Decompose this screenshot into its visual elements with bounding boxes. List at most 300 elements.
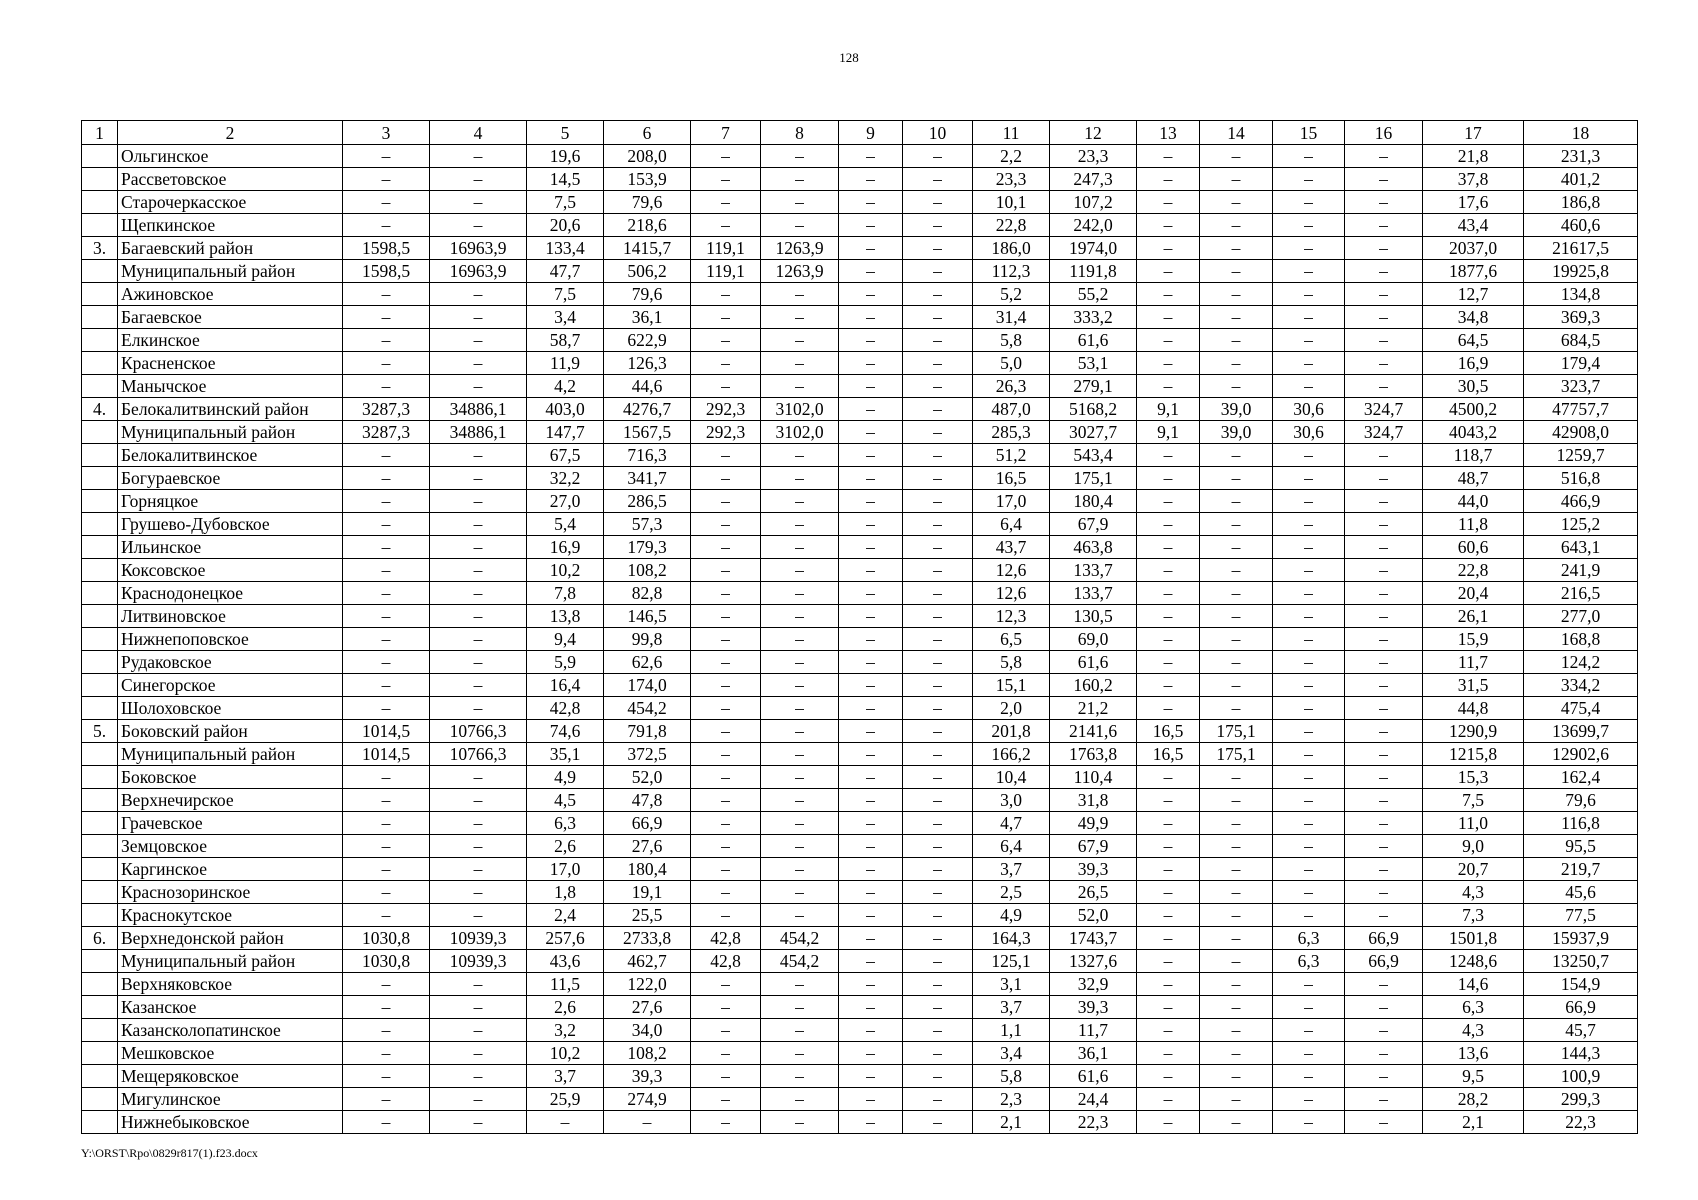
value-cell: 39,0: [1200, 398, 1273, 421]
value-cell: –: [1137, 1042, 1200, 1065]
value-cell: –: [761, 513, 839, 536]
value-cell: 475,4: [1524, 697, 1638, 720]
value-cell: –: [1200, 444, 1273, 467]
value-cell: –: [1200, 237, 1273, 260]
value-cell: –: [839, 1088, 903, 1111]
table-row: [82, 329, 1638, 352]
value-cell: –: [839, 881, 903, 904]
value-cell: –: [343, 858, 430, 881]
value-cell: 3027,7: [1050, 421, 1137, 444]
value-cell: –: [343, 490, 430, 513]
value-cell: –: [1273, 743, 1345, 766]
value-cell: –: [903, 352, 973, 375]
value-cell: 247,3: [1050, 168, 1137, 191]
value-cell: –: [1137, 835, 1200, 858]
value-cell: –: [1273, 1042, 1345, 1065]
value-cell: 6,4: [973, 513, 1050, 536]
value-cell: 1,1: [973, 1019, 1050, 1042]
table-row: [82, 1111, 1638, 1134]
value-cell: –: [1273, 329, 1345, 352]
row-number-cell: [82, 996, 118, 1019]
value-cell: –: [1200, 536, 1273, 559]
value-cell: –: [839, 168, 903, 191]
row-number-cell: [82, 1111, 118, 1134]
value-cell: 3,1: [973, 973, 1050, 996]
value-cell: 1327,6: [1050, 950, 1137, 973]
table-row: [82, 904, 1638, 927]
value-cell: 274,9: [604, 1088, 691, 1111]
value-cell: 10,4: [973, 766, 1050, 789]
value-cell: 21,8: [1423, 145, 1524, 168]
territory-name-cell: Белокалитвинский район: [118, 398, 343, 421]
value-cell: –: [1345, 789, 1423, 812]
value-cell: –: [761, 1111, 839, 1134]
value-cell: 19,1: [604, 881, 691, 904]
value-cell: –: [761, 582, 839, 605]
value-cell: –: [1273, 1111, 1345, 1134]
value-cell: –: [1273, 1019, 1345, 1042]
value-cell: 1974,0: [1050, 237, 1137, 260]
value-cell: 9,0: [1423, 835, 1524, 858]
value-cell: –: [430, 329, 527, 352]
value-cell: –: [1345, 1019, 1423, 1042]
value-cell: –: [1137, 858, 1200, 881]
territory-name-cell: Красненское: [118, 352, 343, 375]
territory-name-cell: Богураевское: [118, 467, 343, 490]
value-cell: –: [1200, 513, 1273, 536]
value-cell: –: [691, 1111, 761, 1134]
value-cell: 622,9: [604, 329, 691, 352]
value-cell: –: [761, 812, 839, 835]
value-cell: 34886,1: [430, 398, 527, 421]
value-cell: –: [343, 766, 430, 789]
value-cell: 11,7: [1050, 1019, 1137, 1042]
value-cell: –: [691, 536, 761, 559]
value-cell: 24,4: [1050, 1088, 1137, 1111]
value-cell: –: [1273, 1065, 1345, 1088]
table-row: [82, 927, 1638, 950]
value-cell: –: [761, 559, 839, 582]
table-row: [82, 375, 1638, 398]
value-cell: 35,1: [527, 743, 604, 766]
value-cell: –: [903, 904, 973, 927]
value-cell: –: [1345, 352, 1423, 375]
value-cell: 166,2: [973, 743, 1050, 766]
territory-name-cell: Шолоховское: [118, 697, 343, 720]
value-cell: 42,8: [527, 697, 604, 720]
value-cell: –: [1137, 996, 1200, 1019]
value-cell: 17,6: [1423, 191, 1524, 214]
value-cell: 31,4: [973, 306, 1050, 329]
value-cell: 10939,3: [430, 927, 527, 950]
value-cell: –: [343, 835, 430, 858]
value-cell: 12902,6: [1524, 743, 1638, 766]
territory-name-cell: Рудаковское: [118, 651, 343, 674]
value-cell: –: [430, 881, 527, 904]
row-number-cell: [82, 352, 118, 375]
value-cell: –: [903, 237, 973, 260]
value-cell: –: [691, 674, 761, 697]
value-cell: 44,0: [1423, 490, 1524, 513]
value-cell: 216,5: [1524, 582, 1638, 605]
value-cell: –: [1273, 766, 1345, 789]
value-cell: 1877,6: [1423, 260, 1524, 283]
value-cell: 292,3: [691, 398, 761, 421]
row-number-cell: [82, 559, 118, 582]
row-number-cell: [82, 214, 118, 237]
value-cell: –: [761, 1019, 839, 1042]
value-cell: –: [343, 1088, 430, 1111]
column-number-cell: 18: [1524, 121, 1638, 145]
value-cell: –: [430, 467, 527, 490]
value-cell: –: [430, 582, 527, 605]
value-cell: 62,6: [604, 651, 691, 674]
table-row: [82, 697, 1638, 720]
value-cell: –: [1273, 283, 1345, 306]
value-cell: –: [1273, 191, 1345, 214]
value-cell: –: [1273, 559, 1345, 582]
value-cell: –: [691, 444, 761, 467]
value-cell: 5,8: [973, 1065, 1050, 1088]
value-cell: –: [1200, 835, 1273, 858]
value-cell: 25,5: [604, 904, 691, 927]
table-row: [82, 1019, 1638, 1042]
value-cell: –: [1200, 651, 1273, 674]
value-cell: –: [1273, 214, 1345, 237]
value-cell: –: [1345, 996, 1423, 1019]
value-cell: –: [691, 651, 761, 674]
table-row: [82, 628, 1638, 651]
value-cell: –: [691, 145, 761, 168]
value-cell: –: [1345, 973, 1423, 996]
value-cell: –: [903, 973, 973, 996]
value-cell: –: [430, 513, 527, 536]
value-cell: 82,8: [604, 582, 691, 605]
row-number-cell: [82, 812, 118, 835]
value-cell: –: [1137, 237, 1200, 260]
territory-name-cell: Краснокутское: [118, 904, 343, 927]
value-cell: –: [1345, 858, 1423, 881]
value-cell: –: [1345, 766, 1423, 789]
value-cell: –: [691, 605, 761, 628]
value-cell: –: [839, 375, 903, 398]
value-cell: –: [839, 214, 903, 237]
value-cell: –: [839, 858, 903, 881]
value-cell: 26,3: [973, 375, 1050, 398]
value-cell: –: [903, 398, 973, 421]
value-cell: –: [1200, 697, 1273, 720]
value-cell: –: [1200, 1019, 1273, 1042]
value-cell: 3,7: [527, 1065, 604, 1088]
value-cell: –: [761, 214, 839, 237]
value-cell: 11,0: [1423, 812, 1524, 835]
value-cell: –: [903, 996, 973, 1019]
value-cell: –: [903, 605, 973, 628]
table-row: [82, 651, 1638, 674]
territory-name-cell: Рассветовское: [118, 168, 343, 191]
value-cell: –: [1273, 697, 1345, 720]
value-cell: –: [691, 720, 761, 743]
value-cell: 12,6: [973, 582, 1050, 605]
value-cell: –: [343, 559, 430, 582]
value-cell: –: [1345, 674, 1423, 697]
value-cell: –: [839, 743, 903, 766]
value-cell: –: [1137, 1065, 1200, 1088]
value-cell: –: [1137, 352, 1200, 375]
value-cell: 17,0: [527, 858, 604, 881]
column-number-cell: 5: [527, 121, 604, 145]
value-cell: –: [1273, 467, 1345, 490]
value-cell: –: [691, 490, 761, 513]
value-cell: –: [761, 789, 839, 812]
value-cell: –: [839, 766, 903, 789]
value-cell: 6,3: [527, 812, 604, 835]
row-number-cell: [82, 973, 118, 996]
value-cell: –: [1137, 674, 1200, 697]
value-cell: 47,7: [527, 260, 604, 283]
value-cell: 4,5: [527, 789, 604, 812]
value-cell: –: [691, 835, 761, 858]
value-cell: 133,7: [1050, 582, 1137, 605]
value-cell: –: [343, 214, 430, 237]
value-cell: –: [343, 904, 430, 927]
territory-name-cell: Муниципальный район: [118, 743, 343, 766]
value-cell: 153,9: [604, 168, 691, 191]
column-number-cell: 9: [839, 121, 903, 145]
value-cell: –: [1200, 996, 1273, 1019]
column-number-cell: 13: [1137, 121, 1200, 145]
value-cell: –: [839, 1111, 903, 1134]
table-row: [82, 674, 1638, 697]
value-cell: –: [343, 283, 430, 306]
value-cell: 372,5: [604, 743, 691, 766]
value-cell: 108,2: [604, 1042, 691, 1065]
value-cell: –: [1137, 651, 1200, 674]
value-cell: 22,3: [1050, 1111, 1137, 1134]
value-cell: –: [1200, 283, 1273, 306]
value-cell: 7,5: [527, 283, 604, 306]
value-cell: –: [1200, 881, 1273, 904]
value-cell: 67,5: [527, 444, 604, 467]
territory-name-cell: Боковское: [118, 766, 343, 789]
value-cell: –: [761, 1065, 839, 1088]
row-number-cell: [82, 260, 118, 283]
value-cell: 175,1: [1050, 467, 1137, 490]
value-cell: –: [1137, 582, 1200, 605]
value-cell: 27,0: [527, 490, 604, 513]
value-cell: –: [343, 513, 430, 536]
value-cell: –: [1137, 191, 1200, 214]
value-cell: 31,5: [1423, 674, 1524, 697]
value-cell: –: [691, 628, 761, 651]
value-cell: –: [761, 329, 839, 352]
row-number-cell: [82, 904, 118, 927]
value-cell: –: [343, 444, 430, 467]
value-cell: –: [1137, 467, 1200, 490]
table-row: [82, 237, 1638, 260]
value-cell: 36,1: [604, 306, 691, 329]
value-cell: 684,5: [1524, 329, 1638, 352]
value-cell: 791,8: [604, 720, 691, 743]
value-cell: –: [1200, 191, 1273, 214]
value-cell: 22,3: [1524, 1111, 1638, 1134]
value-cell: –: [903, 513, 973, 536]
value-cell: 66,9: [1345, 950, 1423, 973]
value-cell: –: [839, 835, 903, 858]
value-cell: –: [430, 559, 527, 582]
value-cell: 112,3: [973, 260, 1050, 283]
value-cell: –: [343, 789, 430, 812]
value-cell: –: [761, 996, 839, 1019]
value-cell: 14,5: [527, 168, 604, 191]
value-cell: –: [343, 1042, 430, 1065]
table-row: [82, 260, 1638, 283]
value-cell: –: [903, 191, 973, 214]
value-cell: 15,3: [1423, 766, 1524, 789]
value-cell: –: [839, 1065, 903, 1088]
value-cell: 55,2: [1050, 283, 1137, 306]
table-row: [82, 306, 1638, 329]
value-cell: 10766,3: [430, 720, 527, 743]
value-cell: –: [839, 536, 903, 559]
value-cell: –: [343, 168, 430, 191]
value-cell: 2,3: [973, 1088, 1050, 1111]
territory-name-cell: Литвиновское: [118, 605, 343, 628]
value-cell: –: [761, 444, 839, 467]
territory-name-cell: Краснодонецкое: [118, 582, 343, 605]
table-row: [82, 1088, 1638, 1111]
value-cell: 116,8: [1524, 812, 1638, 835]
territory-name-cell: Багаевский район: [118, 237, 343, 260]
value-cell: –: [761, 283, 839, 306]
value-cell: –: [1200, 1065, 1273, 1088]
value-cell: –: [1273, 904, 1345, 927]
value-cell: –: [839, 490, 903, 513]
value-cell: 5,2: [973, 283, 1050, 306]
value-cell: –: [1345, 283, 1423, 306]
column-number-cell: 14: [1200, 121, 1273, 145]
value-cell: –: [430, 697, 527, 720]
value-cell: 119,1: [691, 237, 761, 260]
value-cell: 52,0: [1050, 904, 1137, 927]
row-number-cell: [82, 1019, 118, 1042]
table-row: [82, 352, 1638, 375]
row-number-cell: [82, 674, 118, 697]
value-cell: –: [1273, 536, 1345, 559]
value-cell: –: [1200, 628, 1273, 651]
value-cell: 30,6: [1273, 421, 1345, 444]
value-cell: 3,0: [973, 789, 1050, 812]
value-cell: 3,2: [527, 1019, 604, 1042]
value-cell: 1567,5: [604, 421, 691, 444]
row-number-cell: [82, 697, 118, 720]
value-cell: –: [1137, 444, 1200, 467]
value-cell: 60,6: [1423, 536, 1524, 559]
value-cell: 454,2: [604, 697, 691, 720]
value-cell: –: [1137, 1019, 1200, 1042]
row-number-cell: [82, 375, 118, 398]
value-cell: 47,8: [604, 789, 691, 812]
row-number-cell: [82, 1088, 118, 1111]
value-cell: 1415,7: [604, 237, 691, 260]
value-cell: –: [1345, 881, 1423, 904]
value-cell: –: [691, 1019, 761, 1042]
value-cell: 32,9: [1050, 973, 1137, 996]
row-number-cell: [82, 329, 118, 352]
table-row: [82, 605, 1638, 628]
value-cell: –: [1137, 145, 1200, 168]
value-cell: –: [430, 214, 527, 237]
value-cell: 3287,3: [343, 398, 430, 421]
value-cell: 2037,0: [1423, 237, 1524, 260]
value-cell: 1191,8: [1050, 260, 1137, 283]
value-cell: 285,3: [973, 421, 1050, 444]
value-cell: –: [761, 536, 839, 559]
territory-name-cell: Старочеркасское: [118, 191, 343, 214]
value-cell: 12,7: [1423, 283, 1524, 306]
value-cell: –: [691, 168, 761, 191]
value-cell: –: [1345, 490, 1423, 513]
value-cell: –: [1137, 375, 1200, 398]
value-cell: –: [430, 835, 527, 858]
value-cell: 6,5: [973, 628, 1050, 651]
value-cell: 1030,8: [343, 927, 430, 950]
value-cell: –: [430, 1065, 527, 1088]
value-cell: –: [1345, 467, 1423, 490]
value-cell: –: [691, 1065, 761, 1088]
row-number-cell: [82, 191, 118, 214]
value-cell: –: [430, 191, 527, 214]
table-row: [82, 858, 1638, 881]
column-number-cell: 4: [430, 121, 527, 145]
value-cell: –: [903, 375, 973, 398]
value-cell: 43,6: [527, 950, 604, 973]
value-cell: 43,4: [1423, 214, 1524, 237]
value-cell: –: [761, 168, 839, 191]
data-table: [81, 120, 1638, 1134]
value-cell: –: [1273, 973, 1345, 996]
row-number-cell: [82, 743, 118, 766]
value-cell: –: [691, 789, 761, 812]
value-cell: 119,1: [691, 260, 761, 283]
value-cell: –: [1200, 904, 1273, 927]
value-cell: 15,1: [973, 674, 1050, 697]
value-cell: 5,9: [527, 651, 604, 674]
value-cell: –: [430, 628, 527, 651]
row-number-cell: [82, 467, 118, 490]
value-cell: 130,5: [1050, 605, 1137, 628]
value-cell: 2733,8: [604, 927, 691, 950]
value-cell: –: [430, 996, 527, 1019]
column-number-cell: 17: [1423, 121, 1524, 145]
value-cell: –: [839, 329, 903, 352]
value-cell: –: [430, 352, 527, 375]
value-cell: 9,1: [1137, 421, 1200, 444]
value-cell: 5168,2: [1050, 398, 1137, 421]
value-cell: –: [1137, 168, 1200, 191]
value-cell: 26,5: [1050, 881, 1137, 904]
value-cell: 454,2: [761, 927, 839, 950]
territory-name-cell: Боковский район: [118, 720, 343, 743]
value-cell: –: [839, 582, 903, 605]
value-cell: –: [903, 950, 973, 973]
value-cell: 77,5: [1524, 904, 1638, 927]
value-cell: 34,8: [1423, 306, 1524, 329]
value-cell: 58,7: [527, 329, 604, 352]
value-cell: –: [691, 375, 761, 398]
territory-name-cell: Каргинское: [118, 858, 343, 881]
value-cell: –: [1345, 651, 1423, 674]
